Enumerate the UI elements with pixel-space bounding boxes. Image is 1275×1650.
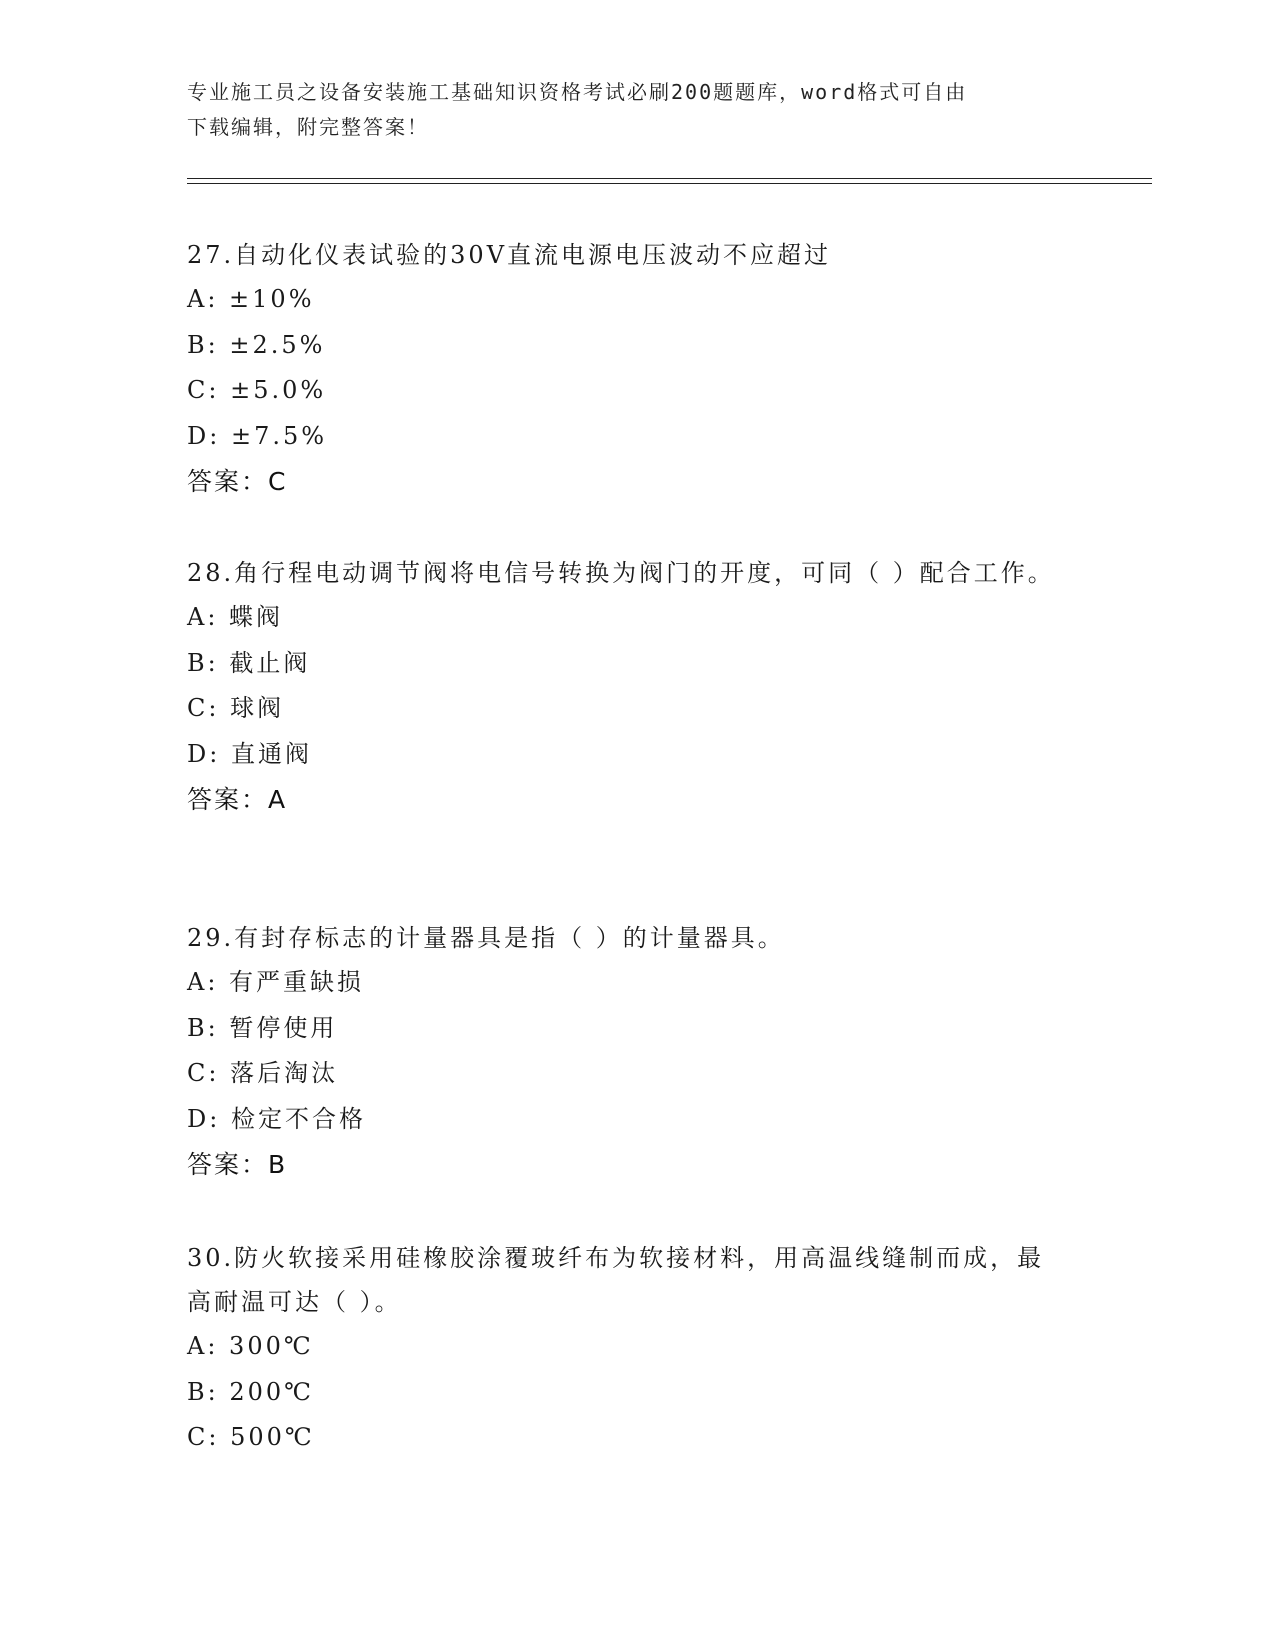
question-stem: 30.防火软接采用硅橡胶涂覆玻纤布为软接材料，用高温线缝制而成，最高耐温可达（ ）。	[187, 1244, 1045, 1316]
question-27	[187, 233, 1067, 504]
option-a: A: ±10%	[187, 285, 315, 313]
option-d: D: 检定不合格	[187, 1104, 366, 1133]
answer: 答案：A	[187, 785, 288, 814]
option-c: C: 500℃	[187, 1423, 315, 1451]
option-d: D: ±7.5%	[187, 421, 328, 450]
option-b: B: 200℃	[187, 1377, 315, 1406]
question-28	[187, 551, 1067, 822]
option-c: C: ±5.0%	[187, 376, 327, 404]
option-b: B: 暂停使用	[187, 1013, 338, 1042]
option-a: A: 300℃	[187, 1332, 314, 1360]
option-c: C: 落后淘汰	[187, 1059, 339, 1087]
question-stem: 29.有封存标志的计量器具是指（ ）的计量器具。	[187, 924, 785, 952]
option-c: C: 球阀	[187, 694, 285, 722]
option-a: A: 有严重缺损	[187, 968, 365, 996]
option-b: B: ±2.5%	[187, 330, 326, 359]
option-b: B: 截止阀	[187, 648, 311, 677]
question-stem: 27.自动化仪表试验的30V直流电源电压波动不应超过	[187, 241, 832, 269]
answer: 答案：B	[187, 1150, 288, 1179]
answer: 答案：C	[187, 467, 288, 496]
header-divider-top	[187, 178, 1152, 179]
option-d: D: 直通阀	[187, 739, 312, 768]
question-stem: 28.角行程电动调节阀将电信号转换为阀门的开度，可同（ ）配合工作。	[187, 559, 1055, 587]
question-29	[187, 916, 1067, 1187]
header-divider-bottom	[187, 183, 1152, 184]
question-30	[187, 1236, 1067, 1461]
document-header: 专业施工员之设备安装施工基础知识资格考试必刷200题题库，word格式可自由 下载编辑，附完整答案！	[187, 80, 968, 139]
option-a: A: 蝶阀	[187, 603, 284, 631]
